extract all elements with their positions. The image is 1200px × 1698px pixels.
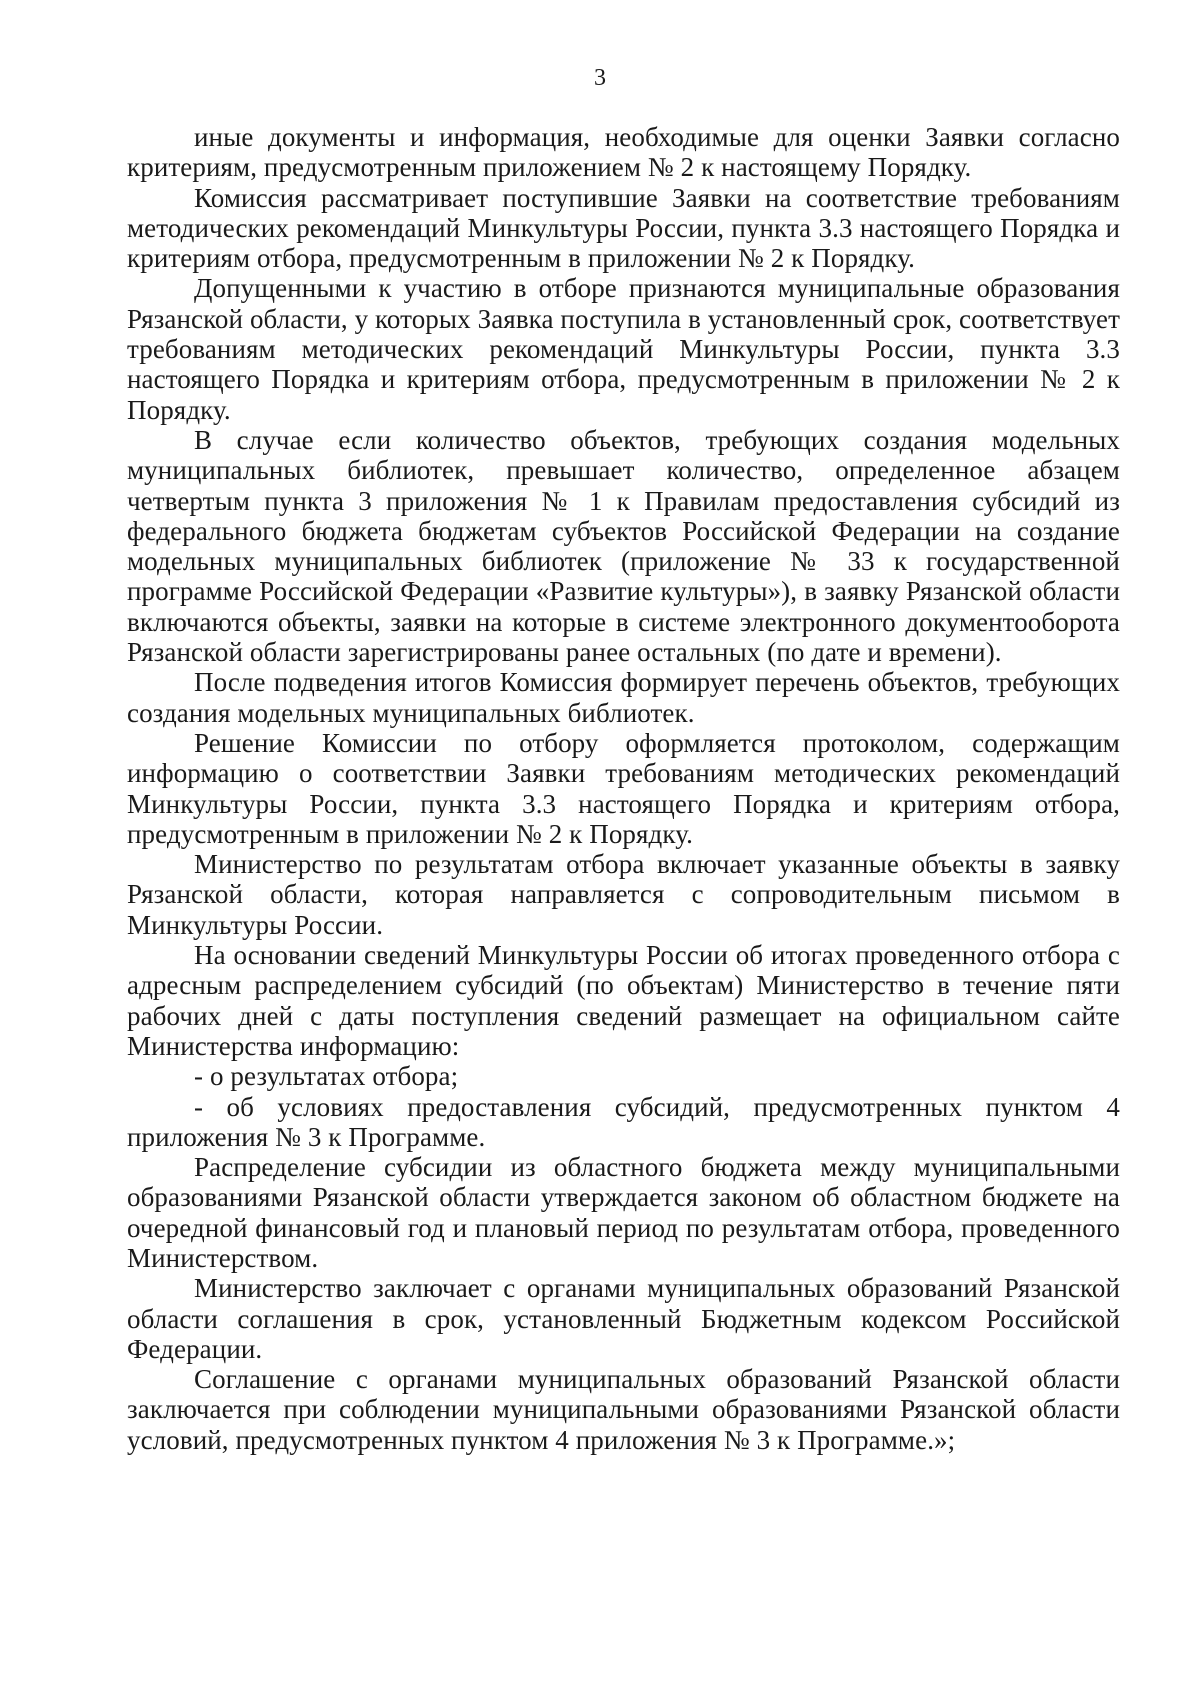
page-number: 3 [594, 65, 606, 91]
paragraph-admission-criteria: Допущенными к участию в отборе признаются муниципальные образования Рязанской области, у которых Заявка поступила в установленный срок, соответствует требованиям методических рекомендаций Минкультуры России, пункта 3.3 настоящего Порядка и критериям отбора, предусмотренным в приложении № 2 к Порядку. [127, 273, 1120, 425]
paragraph-agreements: Министерство заключает с органами муниципальных образований Рязанской области соглашения в срок, установленный Бюджетным кодексом Российской Федерации. [127, 1273, 1120, 1364]
list-item-subsidy-conditions: - об условиях предоставления субсидий, предусмотренных пунктом 4 приложения № 3 к Программе. [127, 1091, 1120, 1152]
paragraph-commission-decision: Решение Комиссии по отбору оформляется протоколом, содержащим информацию о соответствии Заявки требованиям методических рекомендаций Минкультуры России, пункта 3.3 настоящего Порядка и критериям отбора, предусмотренным в приложении № 2 к Порядку. [127, 727, 1120, 849]
document-body [127, 122, 1120, 1455]
paragraph-other-documents: иные документы и информация, необходимые для оценки Заявки согласно критериям, предусмотренным приложением № 2 к настоящему Порядку. [127, 122, 1120, 183]
paragraph-agreement-conditions: Соглашение с органами муниципальных образований Рязанской области заключается при соблюдении муниципальными образованиями Рязанской области условий, предусмотренных пунктом 4 приложения № 3 к Программе.»; [127, 1364, 1120, 1455]
paragraph-publication: На основании сведений Минкультуры России об итогах проведенного отбора с адресным распределением субсидий (по объектам) Министерство в течение пяти рабочих дней с даты поступления сведений размещает на официальном сайте Министерства информацию: [127, 940, 1120, 1061]
paragraph-results-list: После подведения итогов Комиссия формирует перечень объектов, требующих создания модельных муниципальных библиотек. [127, 667, 1120, 728]
paragraph-ministry-application: Министерство по результатам отбора включает указанные объекты в заявку Рязанской области, которая направляется с сопроводительным письмом в Минкультуры России. [127, 849, 1120, 940]
paragraph-subsidy-distribution: Распределение субсидии из областного бюджета между муниципальными образованиями Рязанской области утверждается законом об областном бюджете на очередной финансовый год и плановый период по результатам отбора, проведенного Министерством. [127, 1152, 1120, 1273]
list-item-selection-results: - о результатах отбора; [194, 1061, 459, 1092]
paragraph-excess-objects: В случае если количество объектов, требующих создания модельных муниципальных библиотек, превышает количество, определенное абзацем четвертым пункта 3 приложения № 1 к Правилам предоставления субсидий из федерального бюджета бюджетам субъектов Российской Федерации на создание модельных муниципальных библиотек (приложение № 33 к государственной программе Российской Федерации «Развитие культуры»), в заявку Рязанской области включаются объекты, заявки на которые в системе электронного документооборота Рязанской области зарегистрированы ранее остальных (по дате и времени). [127, 424, 1120, 668]
paragraph-commission-review: Комиссия рассматривает поступившие Заявки на соответствие требованиям методических рекомендаций Минкультуры России, пункта 3.3 настоящего Порядка и критериям отбора, предусмотренным в приложении № 2 к Порядку. [127, 182, 1120, 274]
